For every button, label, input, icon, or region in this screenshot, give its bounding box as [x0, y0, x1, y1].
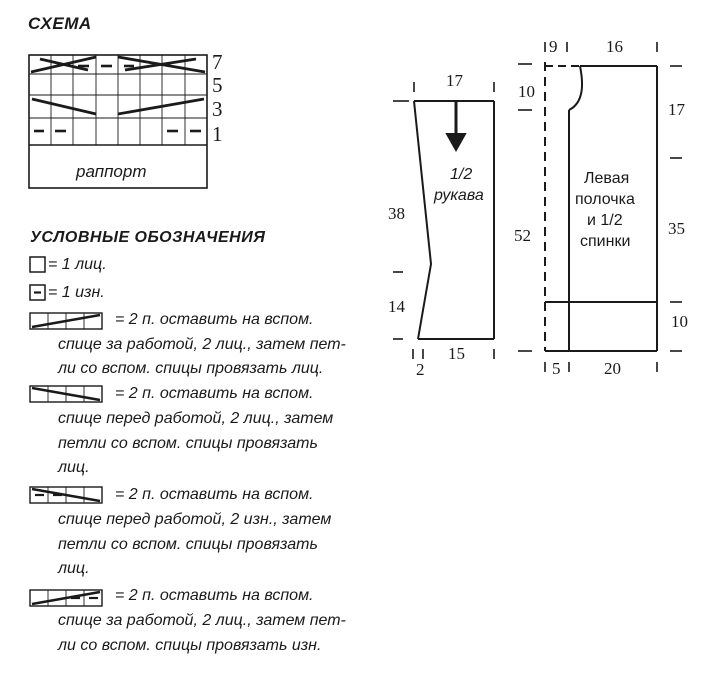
front-neck-depth: 10: [518, 82, 535, 101]
legend-entry-line: ли со вспом. спицы провязать лиц.: [58, 360, 324, 377]
cable-front-purl-symbol: [30, 487, 102, 503]
legend-entry-line: спице перед работой, 2 изн., затем: [58, 511, 332, 528]
sleeve-label-line2: рукава: [434, 187, 484, 204]
legend-entry-line: петли со вспом. спицы провязать: [58, 435, 318, 452]
legend-title: УСЛОВНЫЕ ОБОЗНАЧЕНИЯ: [30, 229, 266, 246]
sleeve-bottom-offset: 2: [416, 360, 425, 379]
front-neck-width: 9: [549, 37, 558, 56]
scheme-title: СХЕМА: [28, 14, 92, 33]
legend-entry-line: спице за работой, 2 лиц., затем пет-: [58, 612, 346, 629]
front-band-height: 10: [671, 312, 688, 331]
sleeve-schematic: [393, 82, 494, 359]
legend-entry-line: спице за работой, 2 лиц., затем пет-: [58, 336, 346, 353]
knit-symbol: [30, 257, 45, 272]
row-number-7: 7: [212, 50, 223, 74]
front-bottom-width: 20: [604, 359, 621, 378]
sleeve-top-width: 17: [446, 71, 463, 90]
sleeve-bottom-width: 15: [448, 344, 465, 363]
front-label-line4: спинки: [580, 233, 631, 250]
sleeve-label-line1: 1/2: [450, 166, 473, 183]
legend-entry-line: спице перед работой, 2 лиц., затем: [58, 410, 334, 427]
legend-entry-line: = 2 п. оставить на вспом.: [115, 587, 314, 604]
front-armhole-depth: 17: [668, 100, 685, 119]
purl-legend-text: = 1 изн.: [48, 284, 105, 301]
cable-front-knit-symbol: [30, 386, 102, 402]
front-bottom-offset: 5: [552, 359, 561, 378]
front-side-height: 35: [668, 219, 685, 238]
front-label-line3: и 1/2: [587, 212, 623, 229]
front-left-height: 52: [514, 226, 531, 245]
sleeve-height-lower: 14: [388, 297, 405, 316]
legend-entry-line: = 2 п. оставить на вспом.: [115, 486, 314, 503]
legend-entry-line: петли со вспом. спицы провязать: [58, 536, 318, 553]
repeat-label: раппорт: [76, 162, 147, 181]
row-number-1: 1: [212, 122, 223, 146]
cable-back-knit-symbol: [30, 313, 102, 329]
front-label-line1: Левая: [584, 170, 630, 187]
front-label-line2: полочка: [575, 191, 635, 208]
cable-back-purl-symbol: [30, 590, 102, 606]
legend-entry-line: ли со вспом. спицы провязать изн.: [58, 637, 322, 654]
legend-entry-line: = 2 п. оставить на вспом.: [115, 385, 314, 402]
legend-entry-line: = 2 п. оставить на вспом.: [115, 311, 314, 328]
row-number-5: 5: [212, 73, 223, 97]
legend-entry-line: лиц.: [58, 560, 90, 577]
sleeve-height-upper: 38: [388, 204, 405, 223]
legend-entry-line: лиц.: [58, 459, 90, 476]
front-shoulder-width: 16: [606, 37, 623, 56]
knit-legend-text: = 1 лиц.: [48, 256, 107, 273]
row-number-3: 3: [212, 97, 223, 121]
